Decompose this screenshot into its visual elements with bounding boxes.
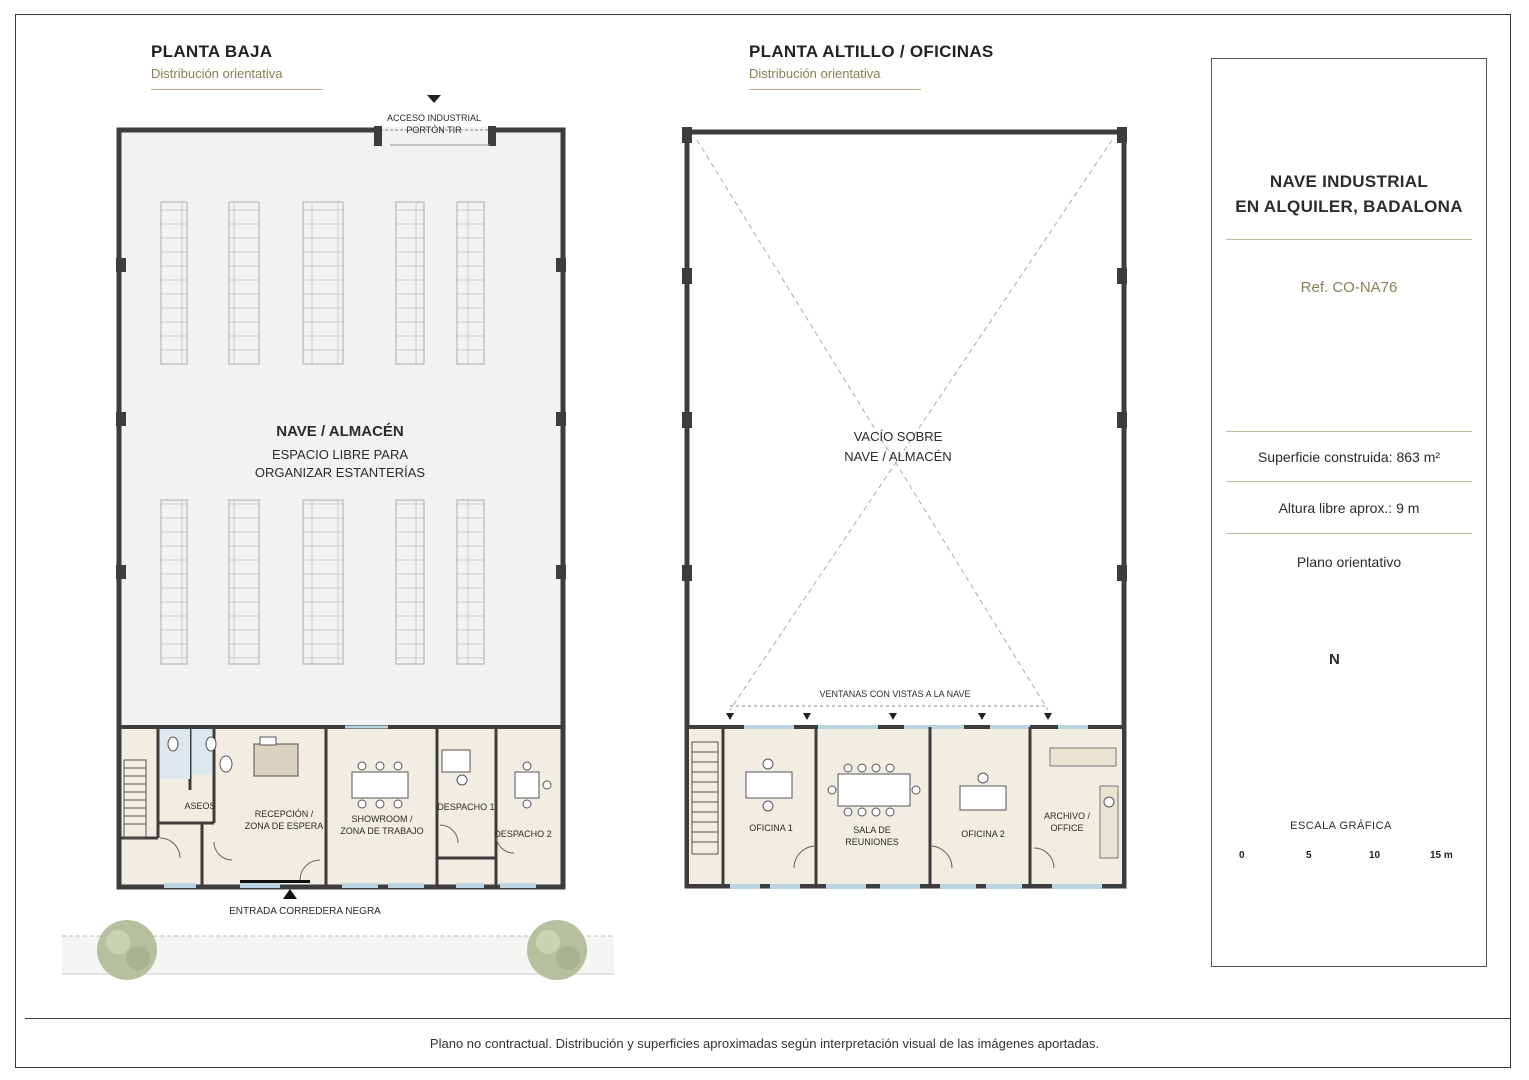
footer-divider bbox=[25, 1018, 1511, 1019]
listing-title-2: EN ALQUILER, BADALONA bbox=[1235, 197, 1463, 216]
divider bbox=[1226, 431, 1472, 432]
room-office-1: DESPACHO 1 bbox=[437, 802, 495, 812]
industrial-access-label: ACCESO INDUSTRIAL PORTÓN TIR bbox=[386, 113, 482, 135]
scale-label-15: 15 m bbox=[1430, 850, 1453, 861]
reference-code: Ref. CO-NA76 bbox=[1300, 279, 1398, 296]
built-surface: Superficie construida: 863 m² bbox=[1257, 449, 1441, 465]
warehouse-label: NAVE / ALMACÉN bbox=[276, 423, 404, 440]
room-oficina-1: OFICINA 1 bbox=[749, 823, 793, 833]
scale-label-5: 5 bbox=[1306, 850, 1312, 861]
divider bbox=[1226, 533, 1472, 534]
warehouse-note-2: ORGANIZAR ESTANTERÍAS bbox=[254, 465, 426, 480]
room-toilets: ASEOS bbox=[184, 801, 216, 811]
void-label-2: NAVE / ALMACÉN bbox=[844, 449, 952, 464]
ground-floor-subtitle: Distribución orientativa bbox=[151, 66, 283, 81]
ground-floor-plan bbox=[62, 95, 614, 980]
scale-title: ESCALA GRÁFICA bbox=[1290, 820, 1392, 832]
access-arrow-icon bbox=[427, 95, 441, 103]
room-office-2: DESPACHO 2 bbox=[494, 829, 552, 839]
entrance-arrow-icon bbox=[283, 889, 297, 899]
void-label-1: VACÍO SOBRE bbox=[853, 429, 943, 444]
room-showroom: SHOWROOM / ZONA DE TRABAJO bbox=[340, 814, 424, 836]
north-label: N bbox=[1329, 651, 1340, 668]
divider bbox=[1226, 239, 1472, 240]
footer-disclaimer: Plano no contractual. Distribución y superficies aproximadas según interpretación visual de las imágenes aportadas. bbox=[429, 1036, 1100, 1051]
warehouse-note-1: ESPACIO LIBRE PARA bbox=[271, 447, 409, 462]
scale-label-0: 0 bbox=[1239, 850, 1245, 861]
room-meeting: SALA DE REUNIONES bbox=[845, 825, 899, 847]
mezzanine-title: PLANTA ALTILLO / OFICINAS bbox=[749, 42, 994, 61]
plan-note: Plano orientativo bbox=[1296, 554, 1402, 570]
room-archive: ARCHIVO / OFFICE bbox=[1043, 811, 1090, 833]
scale-label-10: 10 bbox=[1369, 850, 1381, 861]
tree-icon bbox=[97, 920, 157, 980]
entrance-label: ENTRADA CORREDERA NEGRA bbox=[229, 906, 381, 917]
room-oficina-2: OFICINA 2 bbox=[961, 829, 1005, 839]
divider bbox=[1226, 481, 1472, 482]
tree-icon bbox=[527, 920, 587, 980]
listing-title-1: NAVE INDUSTRIAL bbox=[1269, 172, 1429, 191]
clear-height: Altura libre aprox.: 9 m bbox=[1278, 500, 1420, 516]
room-reception: RECEPCIÓN / ZONA DE ESPERA bbox=[244, 809, 324, 831]
windows-label: VENTANAS CON VISTAS A LA NAVE bbox=[819, 689, 971, 699]
mezzanine-subtitle: Distribución orientativa bbox=[749, 66, 881, 81]
mezzanine-plan bbox=[682, 127, 1127, 889]
ground-floor-title: PLANTA BAJA bbox=[151, 42, 273, 61]
